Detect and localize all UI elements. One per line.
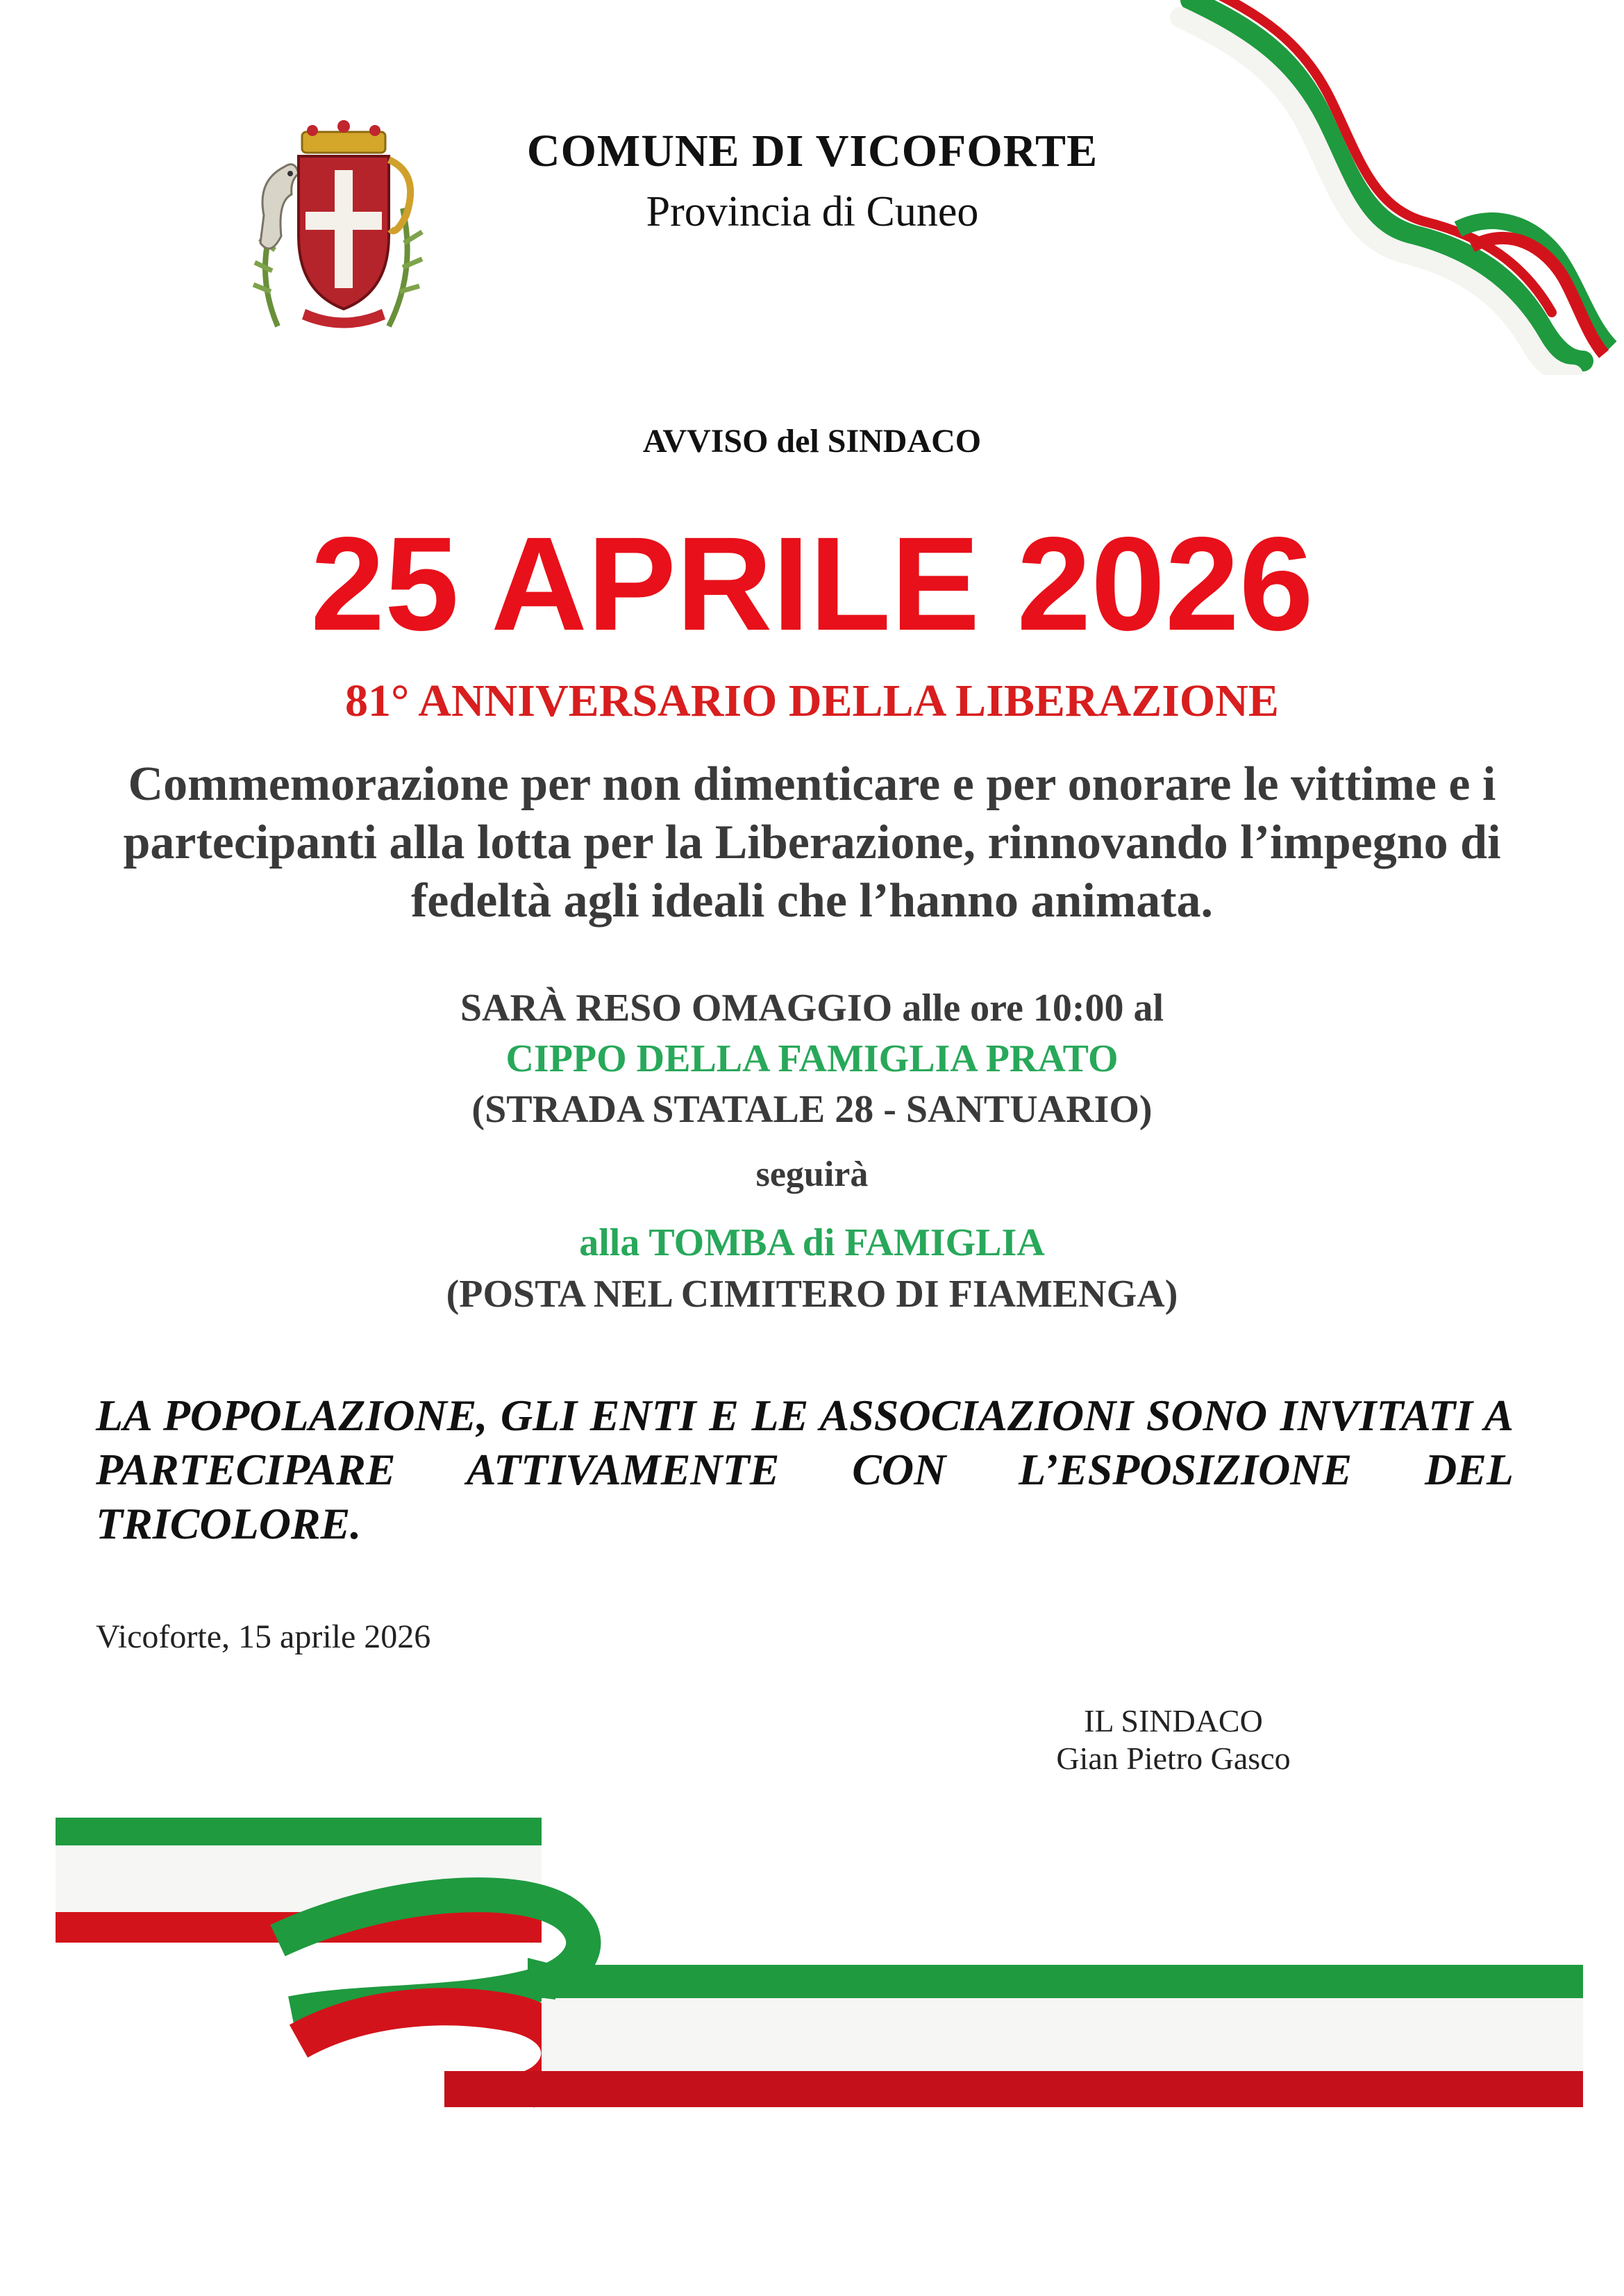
intro-paragraph: Commemorazione per non dimenticare e per onorare le vittime e i partecipanti alla lotta per la Liberazione, rinnovando l’impegno di fedeltà agli ideali che l’hanno animata. bbox=[123, 757, 1501, 928]
event-date-title: 25 APRILE 2026 bbox=[310, 509, 1314, 658]
ceremony-location-1-detail: (STRADA STATALE 28 - SANTUARIO) bbox=[471, 1088, 1153, 1131]
tricolor-ribbon-bottom-icon bbox=[0, 1791, 1624, 2138]
notice-label: AVVISO del SINDACO bbox=[642, 423, 982, 460]
ceremony-location-1: CIPPO DELLA FAMIGLIA PRATO bbox=[505, 1037, 1119, 1080]
ceremony-then: seguirà bbox=[755, 1155, 869, 1194]
tricolor-ribbon-top-icon bbox=[1153, 0, 1624, 375]
coat-of-arms-icon bbox=[229, 118, 437, 340]
comune-name: COMUNE DI VICOFORTE bbox=[526, 126, 1098, 176]
ceremony-time-line: SARÀ RESO OMAGGIO alle ore 10:00 al bbox=[460, 987, 1164, 1030]
signature-title: IL SINDACO bbox=[1084, 1703, 1263, 1738]
place-and-date: Vicoforte, 15 aprile 2026 bbox=[96, 1618, 431, 1655]
ceremony-location-2-detail: (POSTA NEL CIMITERO DI FIAMENGA) bbox=[446, 1273, 1178, 1316]
provincia-name: Provincia di Cuneo bbox=[646, 188, 979, 235]
anniversary-subtitle: 81° ANNIVERSARIO DELLA LIBERAZIONE bbox=[345, 676, 1279, 726]
signature-name: Gian Pietro Gasco bbox=[1056, 1741, 1291, 1776]
public-appeal: LA POPOLAZIONE, GLI ENTI E LE ASSOCIAZIONI SONO INVITATI A PARTECIPARE ATTIVAMENTE CON L’ESPOSIZIONE DEL TRICOLORE. bbox=[96, 1391, 1514, 1548]
ceremony-location-2: alla TOMBA di FAMIGLIA bbox=[579, 1221, 1045, 1264]
